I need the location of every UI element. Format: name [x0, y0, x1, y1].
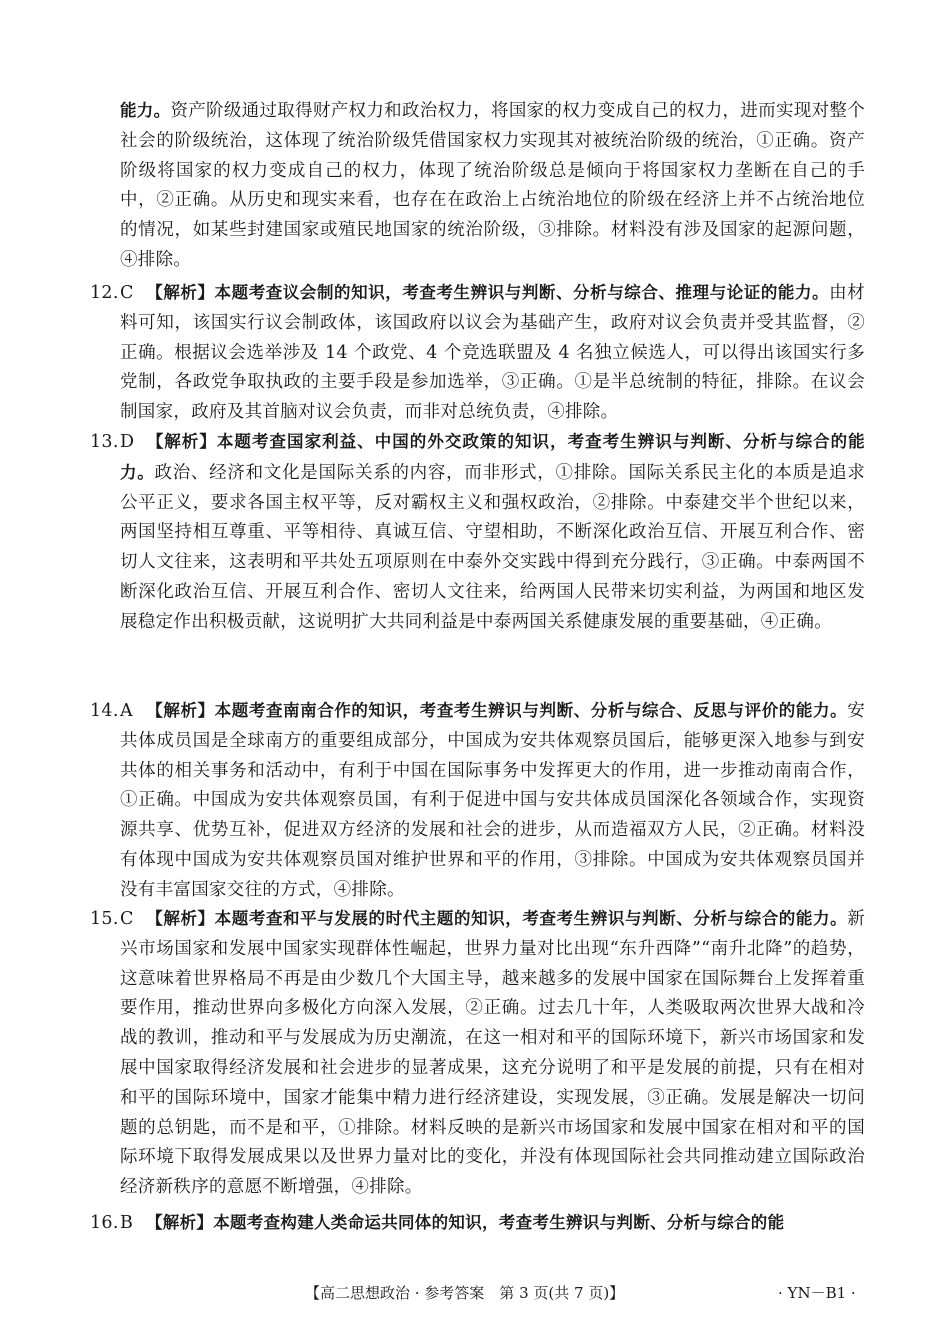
footer-code: · YN－B1 · [778, 1284, 856, 1302]
item-analysis: 【解析】本题考查和平与发展的时代主题的知识，考查考生辨识与判断、分析与综合的能力。 [146, 909, 848, 928]
item-answer: D [120, 432, 135, 452]
item-analysis: 【解析】本题考查构建人类命运共同体的知识，考查考生辨识与判断、分析与综合的能 [146, 1213, 785, 1232]
item-text: 由材料可知，该国实行议会制政体，该国政府以议会为基础产生，政府对议会负责并受其监督，②正确。根据议会选举涉及 14 个政党、4 个竞选联盟及 4 名独立候选人，可以得出该国实行多党制，各政党争取执政的主要手段是参加选举，③正确。①是半总统制的特征，排除。在议会制国家，政府及其首脑对议会负责，而非对总统负责，④排除。 [120, 283, 865, 423]
item-number: 13. [90, 432, 119, 452]
intro-text: 资产阶级通过取得财产权力和政治权力，将国家的权力变成自己的权力，进而实现对整个社会的阶级统治，这体现了统治阶级凭借国家权力实现其对被统治阶级的统治，①正确。资产阶级将国家的权力变成自己的权力，体现了统治阶级总是倾向于将国家权力垄断在自己的手中，②正确。从历史和现实来看，也存在在政治上占统治地位的阶级在经济上并不占统治地位的情况，如某些封建国家或殖民地国家的统治阶级，③排除。材料没有涉及国家的起源问题，④排除。 [120, 101, 865, 270]
item-number: 16. [90, 1213, 119, 1233]
item-answer: A [120, 701, 133, 721]
intro-lead: 能力。 [120, 101, 171, 120]
item-number: 14. [90, 701, 119, 721]
item-number: 12. [90, 283, 119, 303]
answer-item-13 [90, 427, 865, 638]
answer-item-16 [90, 1208, 865, 1239]
footer-page-info: 【高二思想政治 · 参考答案 第 3 页(共 7 页)】 [305, 1284, 625, 1302]
item-analysis: 【解析】本题考查国家利益、中国的外交政策的知识，考查考生辨识与判断、分析与综合的能力。 [120, 432, 865, 482]
item-text: 新兴市场国家和发展中国家实现群体性崛起，世界力量对比出现“东升西降”“南升北降”的趋势，这意味着世界格局不再是由少数几个大国主导，越来越多的发展中国家在国际舞台上发挥着重要作用，推动世界向多极化方向深入发展，②正确。过去几十年，人类吸取两次世界大战和冷战的教训，推动和平与发展成为历史潮流，在这一相对和平的国际环境下，新兴市场国家和发展中国家取得经济发展和社会进步的显著成果，这充分说明了和平是发展的前提，只有在相对和平的国际环境中，国家才能集中精力进行经济建设，实现发展，③正确。发展是解决一切问题的总钥匙，而不是和平，①排除。材料反映的是新兴市场国家和发展中国家在相对和平的国际环境下取得发展成果以及世界力量对比的变化，并没有体现国际社会共同推动建立国际政治经济新秩序的意愿不断增强，④排除。 [120, 909, 865, 1198]
item-text: 政治、经济和文化是国际关系的内容，而非形式，①排除。国际关系民主化的本质是追求公平正义，要求各国主权平等，反对霸权主义和强权政治，②排除。中泰建交半个世纪以来，两国坚持相互尊重、平等相待、真诚互信、守望相助，不断深化政治互信、开展互利合作、密切人文往来，这表明和平共处五项原则在中泰外交实践中得到充分践行，③正确。中泰两国不断深化政治互信、开展互利合作、密切人文往来，给两国人民带来切实利益，为两国和地区发展稳定作出积极贡献，这说明扩大共同利益是中泰两国关系健康发展的重要基础，④正确。 [120, 462, 865, 632]
item-answer: C [120, 283, 134, 303]
item-answer: C [120, 909, 134, 929]
answer-item-14 [90, 696, 865, 906]
item-analysis: 【解析】本题考查议会制的知识，考查考生辨识与判断、分析与综合、推理与论证的能力。 [146, 283, 830, 302]
item-text: 安共体成员国是全球南方的重要组成部分，中国成为安共体观察员国后，能够更深入地参与到安共体的相关事务和活动中，有利于中国在国际事务中发挥更大的作用，进一步推动南南合作，①正确。中国成为安共体观察员国，有利于促进中国与安共体成员国深化各领域合作，实现资源共享、优势互补，促进双方经济的发展和社会的进步，从而造福双方人民，②正确。材料没有体现中国成为安共体观察员国对维护世界和平的作用，③排除。中国成为安共体观察员国并没有丰富国家交往的方式，④排除。 [120, 701, 865, 900]
item-number: 15. [90, 909, 119, 929]
answer-item-12 [90, 278, 865, 428]
item-answer: B [120, 1213, 134, 1233]
item-analysis: 【解析】本题考查南南合作的知识，考查考生辨识与判断、分析与综合、反思与评价的能力。 [146, 701, 848, 720]
intro-paragraph [120, 96, 865, 276]
answer-item-15 [90, 904, 865, 1203]
